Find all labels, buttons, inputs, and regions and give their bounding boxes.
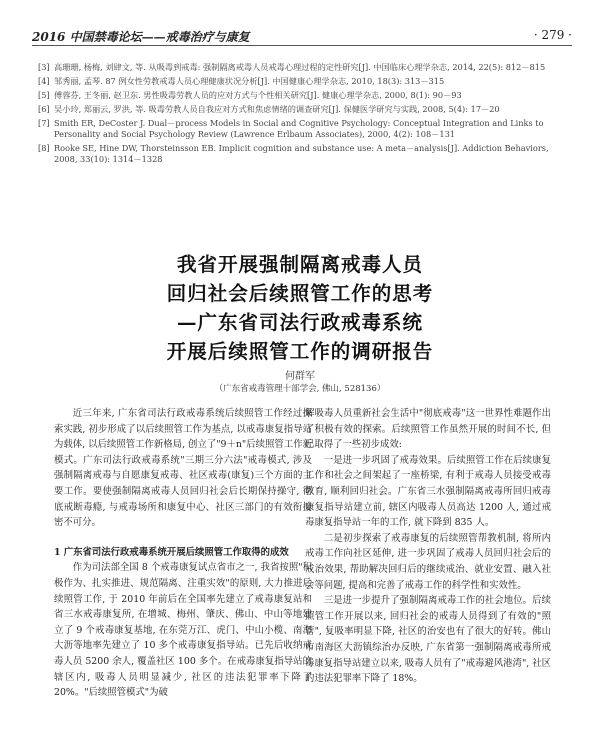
reference-item <box>38 143 568 165</box>
reference-text: 傅蓉芬, 王冬丽, 赵卫东. 男性吸毒劳教人员的应对方式与个性相关研究[J]. 健康心理学杂志, 2000, 8(1): 90－93 <box>54 90 462 100</box>
reference-item <box>38 90 568 101</box>
title-line: 回归社会后续照管工作的思考 <box>166 282 434 305</box>
reference-list <box>38 62 568 168</box>
reference-text: Smith ER, DeCoster J. Dual－process Models in Social and Cognitive Psychology: Conceptual Integration and Links to Personality and Social Psychology Review (Lawrence Erlbaum Associates), 2000, 4(2): 108－131 <box>54 118 544 139</box>
reference-number: [6] <box>38 104 50 114</box>
intro-paragraph: 近三年来, 广东省司法行政戒毒系统后续照管工作经过探索实践, 初步形成了以后续照管工作为基点, 以戒毒康复指导站为载体, 以后续照管工作新格局, 创立了"9＋n"后续照管工作新模式。广东司法行政戒毒系统"三期三分六法"戒毒模式, 涉及强制隔离戒毒与自愿康复戒毒、社区戒毒(康复)三个方面的主要工作。要使强制隔离戒毒人员回归社会后长期保持操守, 彻底戒断毒瘾, 与戒毒场所和康复中心、社区三部门的有效衔接密不可分。 <box>54 408 312 529</box>
body-paragraph: 二是初步探索了戒毒康复的后续照管帮教机制, 将所内戒毒工作向社区延伸, 进一步巩固了戒毒人员回归社会后的戒治效果, 帮助解决回归后的继续戒治、就业安置、融入社会等问题, 提高和完善了戒毒工作的科学性和实效性。 <box>305 532 551 591</box>
title-line: —广东省司法行政戒毒系统 <box>176 311 423 334</box>
article-title <box>100 250 500 366</box>
reference-item <box>38 76 568 87</box>
reference-text: Rooke SE, Hine DW, Thorsteinsson EB. Implicit cognition and substance use: A meta－analysis[J]. Addiction Behaviors, 2008, 33(10): 1314－1328 <box>54 143 549 164</box>
running-header <box>32 28 572 46</box>
reference-number: [3] <box>38 62 50 72</box>
reference-item <box>38 104 568 115</box>
body-paragraph: 一是进一步巩固了戒毒效果。后续照管工作在后续康复工作和社会之间架起了一座桥梁, 有利于戒毒人员接受戒毒教育, 顺利回归社会。广东省三水强制隔离戒毒所回归戒毒康复指导站建立前, 辖区内吸毒人员高达 1200 人, 通过戒毒康复指导站一年的工作, 就下降到 835 人。 <box>305 454 551 529</box>
reference-number: [4] <box>38 76 50 86</box>
author-affiliation: （广东省戒毒管理十部学会, 佛山, 528136） <box>214 384 386 394</box>
body-paragraph: 作为司法部全国 8 个戒毒康复试点省市之一, 我省按照"积极作为、扎实推进、规范隔离、注重实效"的原则, 大力推进后续照管工作, 于 2010 年前后在全国率先建立了戒毒康复站和省三水戒毒康复所, 在增城、梅州、肇庆、佛山、中山等地建立了 9 个戒毒康复基地, 在东莞万江、虎门、中山小榄、南海大沥等地率先建立了 10 多个戒毒康复指导站。已先后收纳戒毒人员 5200 余人, 覆盖社区 100 多个。在戒毒康复指导站的辖区内, 吸毒人员明显减少, 社区的违法犯罪率下降了 20%。"后续照管模式"为破 <box>54 562 312 699</box>
reference-item <box>38 62 568 73</box>
reference-text: 吴小玲, 郑丽云, 罗洪, 等. 吸毒劳教人员自我应对方式和焦虑情绪的调查研究[J]. 保健医学研究与实践, 2008, 5(4): 17－20 <box>54 104 500 114</box>
title-line: 开展后续照管工作的调研报告 <box>166 340 434 363</box>
body-paragraph: 解吸毒人员重新社会生活中"彻底戒毒"这一世界性难题作出了积极有效的探索。后续照管工作虽然开展的时间不长, 但已取得了一些初步成效: <box>305 408 551 451</box>
body-paragraph: 三是进一步提升了强制隔离戒毒工作的社会地位。后续照管工作开展以来, 回归社会的戒毒人员得到了有效的"照管", 复吸率明显下降, 社区的治安也有了很大的好转。佛山市南海区大沥镇综治办反映, 广东省第一强制隔离戒毒所戒毒康复指导站建立以来, 吸毒人员有了"戒毒避风港湾", 社区的违法犯罪率下降了 18%。 <box>305 595 551 685</box>
reference-number: [5] <box>38 90 50 100</box>
right-column <box>305 406 551 687</box>
page-number: · 279 · <box>533 28 572 42</box>
journal-title: 2016 中国禁毒论坛——戒毒治疗与康复 <box>32 30 250 44</box>
title-line: 我省开展强制隔离戒毒人员 <box>176 253 423 276</box>
reference-number: [7] <box>38 118 50 128</box>
reference-text: 高珊珊, 杨梅, 刘肆文, 等. 从吸毒到戒毒: 强制隔离戒毒人员戒毒心理过程的定性研究[J]. 中国临床心理学杂志, 2014, 22(5): 812－815 <box>54 62 546 72</box>
reference-text: 邹秀丽, 孟琴. 87 例女性劳教戒毒人员心理健康状况分析[J]. 中国健康心理学杂志, 2010, 18(3): 313－315 <box>54 76 445 86</box>
section-heading: 1 广东省司法行政戒毒系统开展后续照管工作取得的成效 <box>54 546 289 558</box>
reference-number: [8] <box>38 143 50 153</box>
left-column <box>54 406 312 701</box>
author-name: 何群军 <box>285 371 315 382</box>
reference-item <box>38 118 568 140</box>
